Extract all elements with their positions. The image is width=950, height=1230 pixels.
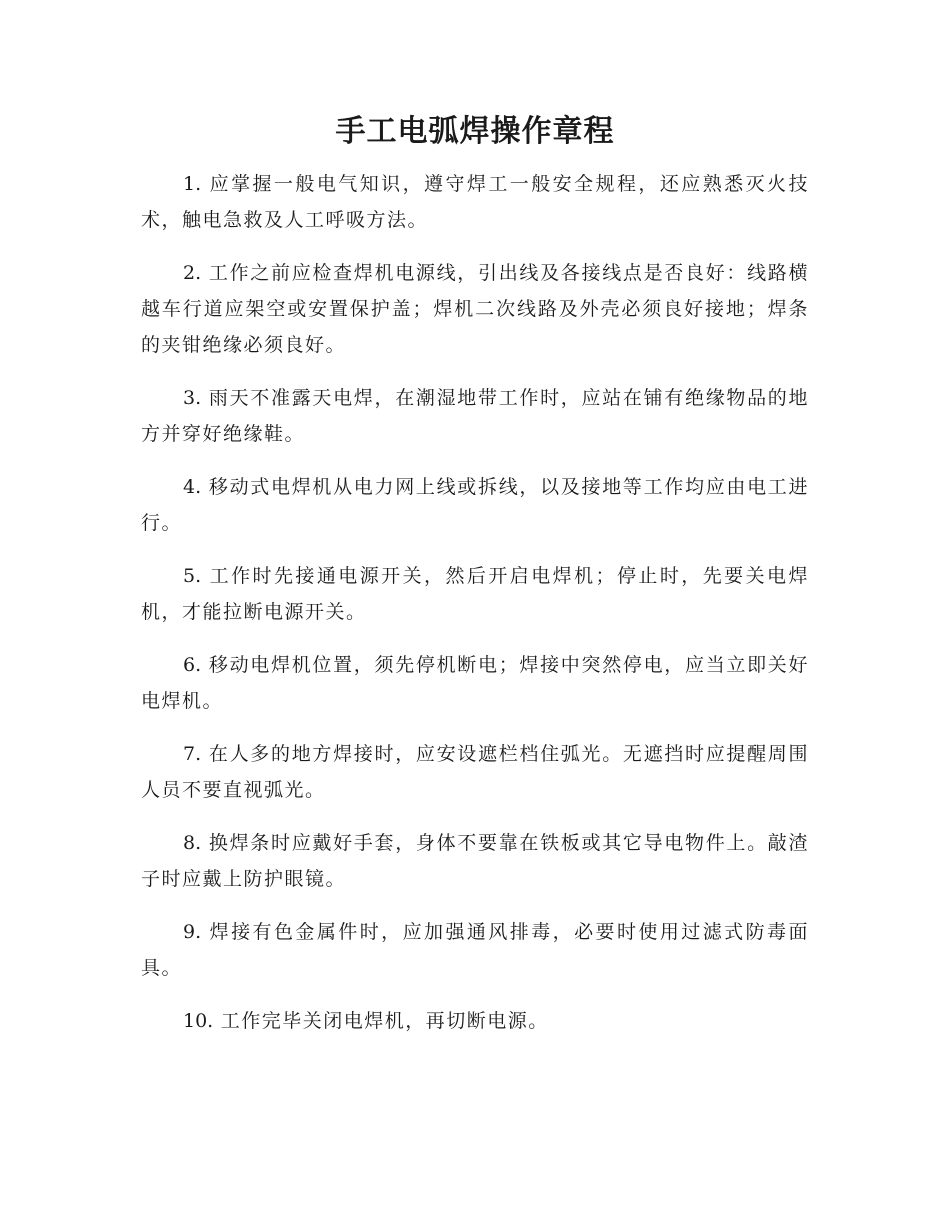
paragraph-number: 8. — [183, 832, 202, 854]
paragraph-text: 工作时先接通电源开关，然后开启电焊机；停止时，先要关电焊机，才能拉断电源开关。 — [141, 565, 809, 623]
paragraph-text: 工作完毕关闭电焊机，再切断电源。 — [220, 1010, 549, 1032]
paragraph-10 — [141, 1003, 809, 1039]
paragraph-text: 应掌握一般电气知识，遵守焊工一般安全规程，还应熟悉灭火技术，触电急救及人工呼吸方法。 — [141, 173, 809, 231]
paragraph-number: 9. — [183, 921, 202, 943]
paragraph-2 — [141, 255, 809, 363]
paragraph-9 — [141, 914, 809, 986]
paragraph-text: 在人多的地方焊接时，应安设遮栏档住弧光。无遮挡时应提醒周围人员不要直视弧光。 — [141, 743, 809, 801]
paragraph-number: 4. — [183, 476, 202, 498]
paragraph-1 — [141, 166, 809, 238]
paragraph-text: 工作之前应检查焊机电源线，引出线及各接线点是否良好：线路横越车行道应架空或安置保护盖；焊机二次线路及外壳必须良好接地；焊条的夹钳绝缘必须良好。 — [141, 262, 809, 356]
paragraph-3 — [141, 380, 809, 452]
paragraph-number: 7. — [183, 743, 202, 765]
paragraph-text: 焊接有色金属件时，应加强通风排毒，必要时使用过滤式防毒面具。 — [141, 921, 809, 979]
paragraph-number: 5. — [183, 565, 202, 587]
document-title: 手工电弧焊操作章程 — [335, 114, 615, 149]
paragraph-number: 1. — [183, 173, 202, 195]
paragraph-5 — [141, 558, 809, 630]
paragraph-number: 10. — [183, 1010, 214, 1032]
paragraph-text: 换焊条时应戴好手套，身体不要靠在铁板或其它导电物件上。敲渣子时应戴上防护眼镜。 — [141, 832, 809, 890]
paragraph-number: 3. — [183, 387, 202, 409]
paragraph-8 — [141, 825, 809, 897]
paragraph-number: 2. — [183, 262, 202, 284]
paragraph-text: 移动电焊机位置，须先停机断电；焊接中突然停电，应当立即关好电焊机。 — [141, 654, 809, 712]
paragraph-text: 移动式电焊机从电力网上线或拆线，以及接地等工作均应由电工进行。 — [141, 476, 809, 534]
paragraph-6 — [141, 647, 809, 719]
document-body — [141, 166, 809, 1056]
paragraph-text: 雨天不准露天电焊，在潮湿地带工作时，应站在铺有绝缘物品的地方并穿好绝缘鞋。 — [141, 387, 809, 445]
paragraph-7 — [141, 736, 809, 808]
paragraph-4 — [141, 469, 809, 541]
paragraph-number: 6. — [183, 654, 202, 676]
